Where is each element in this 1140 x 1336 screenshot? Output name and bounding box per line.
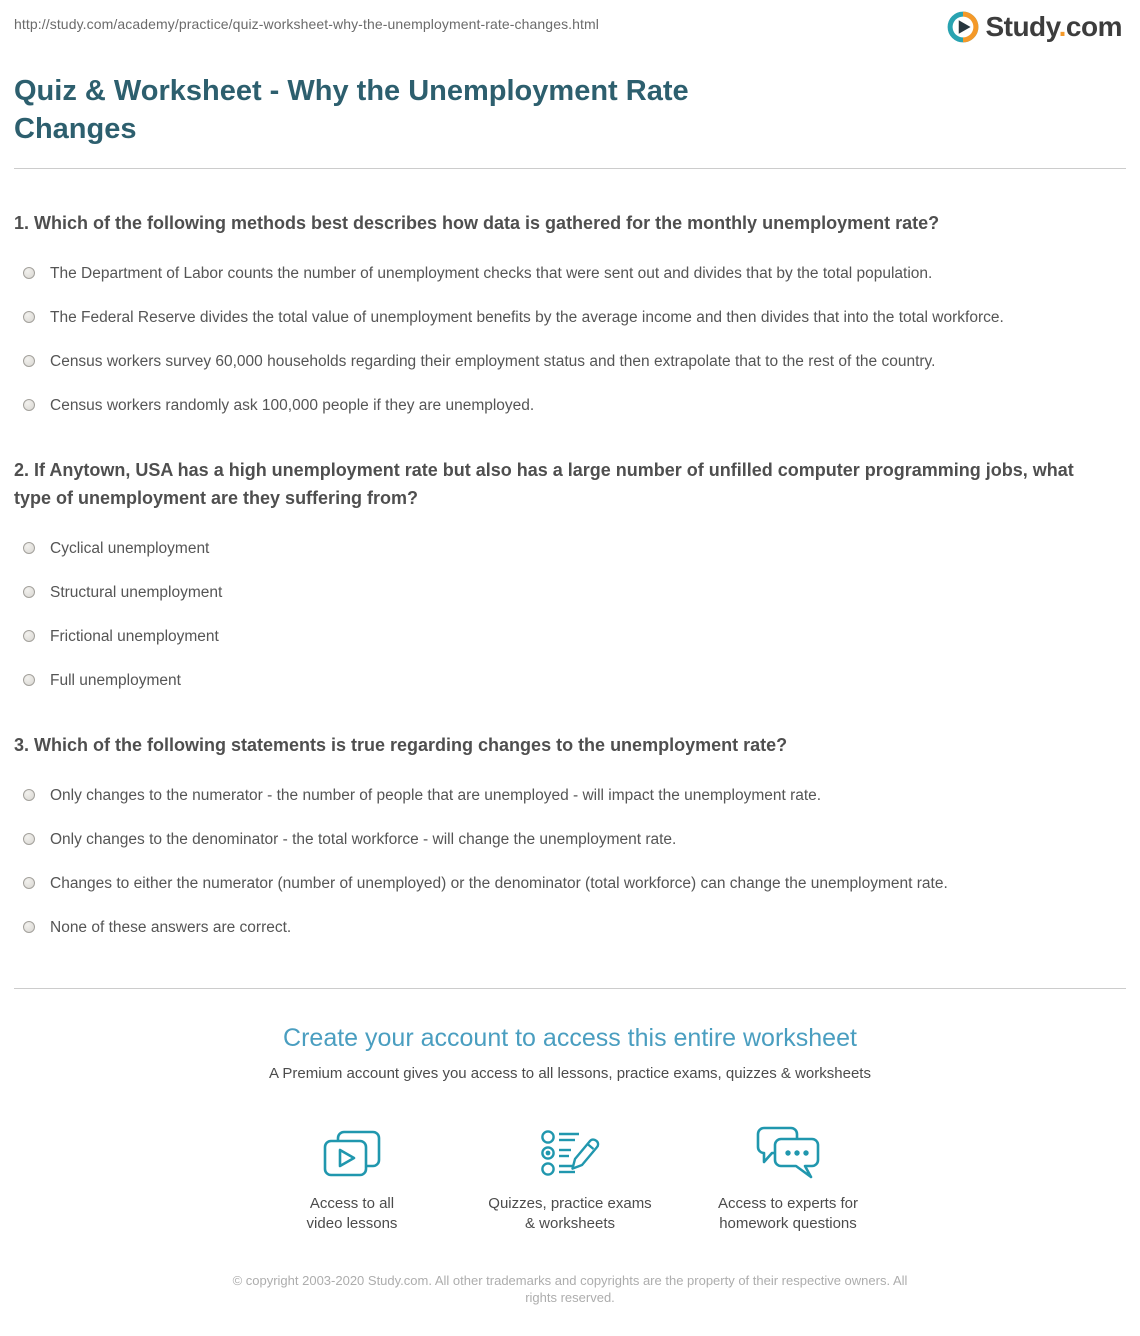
question-2-option-2 [23, 583, 1108, 603]
feature-label: Access to experts for homework questions [717, 1195, 859, 1232]
feature-list [14, 1124, 1126, 1234]
question-3-heading: 3. Which of the following statements is true regarding changes to the unemployment rate? [14, 735, 788, 755]
question-2-heading: 2. If Anytown, USA has a high unemployment rate but also has a large number of unfilled computer programming jobs, what type of unemployment are they suffering from? [14, 460, 1074, 508]
option-label[interactable]: Frictional unemployment [50, 628, 219, 645]
radio-button[interactable] [23, 355, 35, 367]
option-label[interactable]: The Federal Reserve divides the total value of unemployment benefits by the average income and then divides that into the total workforce. [50, 309, 1004, 326]
question-1-option-2 [23, 308, 1108, 328]
question-3-option-4 [23, 918, 1108, 938]
video-lessons-icon [243, 1124, 461, 1180]
question-1-option-1 [23, 264, 1108, 284]
quiz-worksheet-icon [461, 1124, 679, 1180]
question-1-heading: 1. Which of the following methods best describes how data is gathered for the monthly unemployment rate? [14, 213, 940, 233]
radio-button[interactable] [23, 877, 35, 889]
radio-button[interactable] [23, 267, 35, 279]
page-title: Quiz & Worksheet - Why the Unemployment Rate Changes [14, 75, 689, 145]
cta-divider [14, 988, 1126, 989]
feature-video-lessons [243, 1124, 461, 1234]
question-1-option-3 [23, 352, 1108, 372]
create-account-section [14, 1024, 1126, 1234]
option-label[interactable]: Changes to either the numerator (number of unemployed) or the denominator (total workforce) can change the unemployment rate. [50, 875, 948, 892]
copyright-notice: © copyright 2003-2020 Study.com. All other trademarks and copyrights are the property of their respective owners. All rights reserved. [232, 1273, 908, 1305]
create-account-link[interactable]: Create your account to access this entire worksheet [283, 1024, 857, 1052]
question-3-option-1 [23, 786, 1108, 806]
option-label[interactable]: Only changes to the numerator - the number of people that are unemployed - will impact the unemployment rate. [50, 787, 822, 804]
feature-expert-help [679, 1124, 897, 1234]
question-1-option-4 [23, 396, 1108, 416]
studycom-logo-icon [946, 10, 980, 44]
radio-button[interactable] [23, 833, 35, 845]
question-2-option-3 [23, 627, 1108, 647]
question-3-option-3 [23, 874, 1108, 894]
feature-quizzes-worksheets [461, 1124, 679, 1234]
question-3-option-2 [23, 830, 1108, 850]
title-divider [14, 168, 1126, 169]
radio-button[interactable] [23, 921, 35, 933]
option-label[interactable]: Census workers survey 60,000 households regarding their employment status and then extrapolate that to the rest of the country. [50, 353, 936, 370]
studycom-logo[interactable] [946, 10, 1122, 44]
worksheet-content [0, 72, 1140, 1306]
radio-button[interactable] [23, 542, 35, 554]
feature-label: Access to all video lessons [306, 1195, 398, 1232]
premium-account-subtext: A Premium account gives you access to all lessons, practice exams, quizzes & worksheets [269, 1065, 871, 1082]
radio-button[interactable] [23, 399, 35, 411]
option-label[interactable]: Cyclical unemployment [50, 540, 210, 557]
option-label[interactable]: Census workers randomly ask 100,000 people if they are unemployed. [50, 397, 535, 414]
question-2-option-1 [23, 539, 1108, 559]
feature-label: Quizzes, practice exams & worksheets [488, 1195, 652, 1232]
question-2-option-4 [23, 671, 1108, 691]
radio-button[interactable] [23, 674, 35, 686]
page-url: http://study.com/academy/practice/quiz-worksheet-why-the-unemployment-rate-changes.html [14, 16, 600, 32]
option-label[interactable]: Full unemployment [50, 672, 181, 689]
option-label[interactable]: Structural unemployment [50, 584, 223, 601]
expert-chat-icon [679, 1124, 897, 1180]
radio-button[interactable] [23, 311, 35, 323]
option-label[interactable]: None of these answers are correct. [50, 919, 292, 936]
studycom-logo-text: Study.com [985, 11, 1122, 42]
page-header [0, 0, 1140, 44]
option-label[interactable]: Only changes to the denominator - the total workforce - will change the unemployment rate. [50, 831, 677, 848]
radio-button[interactable] [23, 586, 35, 598]
radio-button[interactable] [23, 630, 35, 642]
radio-button[interactable] [23, 789, 35, 801]
option-label[interactable]: The Department of Labor counts the number of unemployment checks that were sent out and divides that by the total population. [50, 265, 933, 282]
